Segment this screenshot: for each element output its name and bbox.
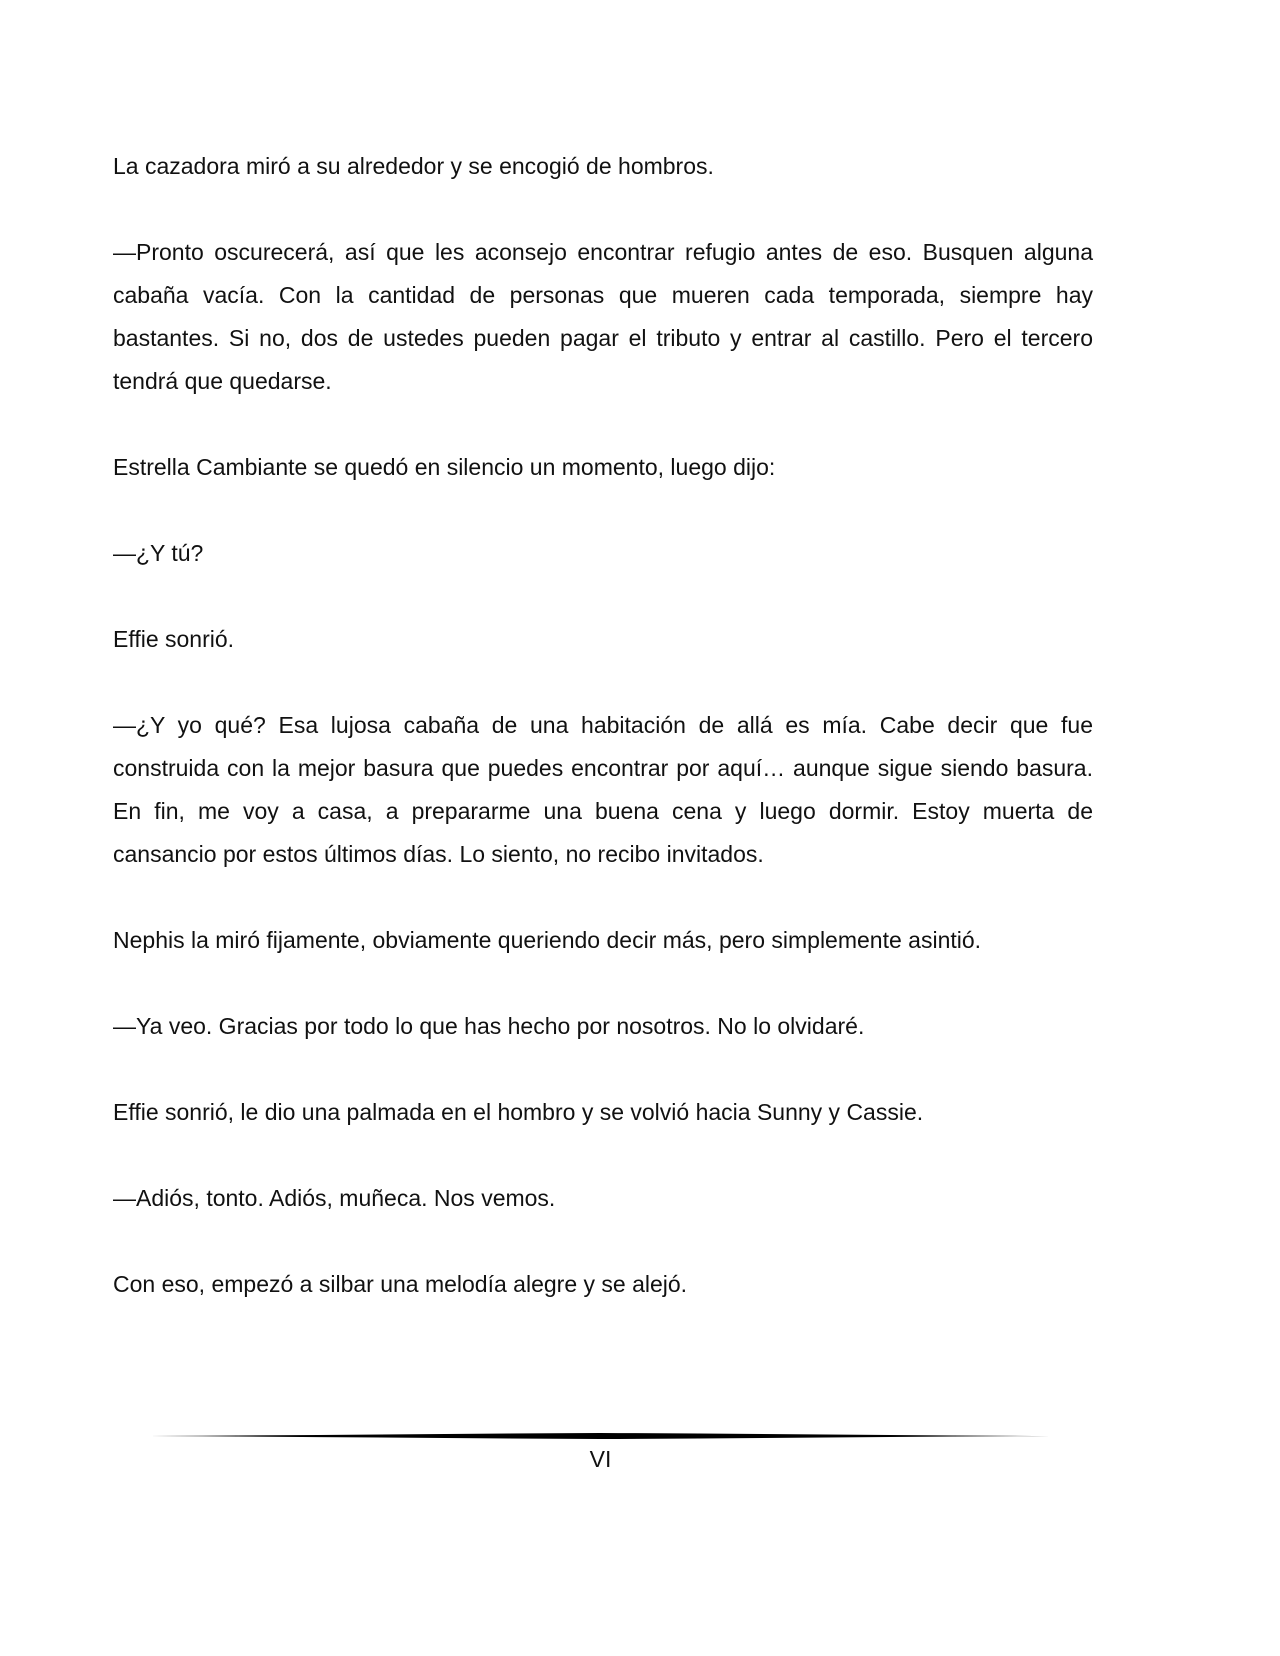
paragraph: Estrella Cambiante se quedó en silencio un momento, luego dijo: bbox=[113, 454, 776, 480]
paragraph: Effie sonrió, le dio una palmada en el hombro y se volvió hacia Sunny y Cassie. bbox=[113, 1099, 924, 1125]
paragraph: Effie sonrió. bbox=[113, 626, 235, 652]
paragraph: —Adiós, tonto. Adiós, muñeca. Nos vemos. bbox=[113, 1185, 556, 1211]
paragraph: —¿Y tú? bbox=[113, 540, 204, 566]
paragraph: Con eso, empezó a silbar una melodía alegre y se alejó. bbox=[113, 1271, 688, 1297]
paragraph: —Pronto oscurecerá, así que les aconsejo encontrar refugio antes de eso. Busquen alguna cabaña vacía. Con la cantidad de personas que mueren cada temporada, siempre hay bastantes. Si no, dos de ustedes pueden pagar el tributo y entrar al castillo. Pero el tercero tendrá que quedarse. bbox=[113, 239, 1093, 394]
body-text bbox=[113, 145, 1093, 1349]
divider-swash bbox=[150, 1433, 1050, 1439]
paragraph: Nephis la miró fijamente, obviamente queriendo decir más, pero simplemente asintió. bbox=[113, 927, 982, 953]
paragraph: —¿Y yo qué? Esa lujosa cabaña de una habitación de allá es mía. Cabe decir que fue construida con la mejor basura que puedes encontrar por aquí… aunque sigue siendo basura. En fin, me voy a casa, a prepararme una buena cena y luego dormir. Estoy muerta de cansancio por estos últimos días. Lo siento, no recibo invitados. bbox=[113, 712, 1093, 867]
paragraph: La cazadora miró a su alrededor y se encogió de hombros. bbox=[113, 153, 714, 179]
paragraph: —Ya veo. Gracias por todo lo que has hecho por nosotros. No lo olvidaré. bbox=[113, 1013, 865, 1039]
page-number: VI bbox=[589, 1446, 612, 1472]
footer-divider bbox=[150, 1430, 1050, 1442]
